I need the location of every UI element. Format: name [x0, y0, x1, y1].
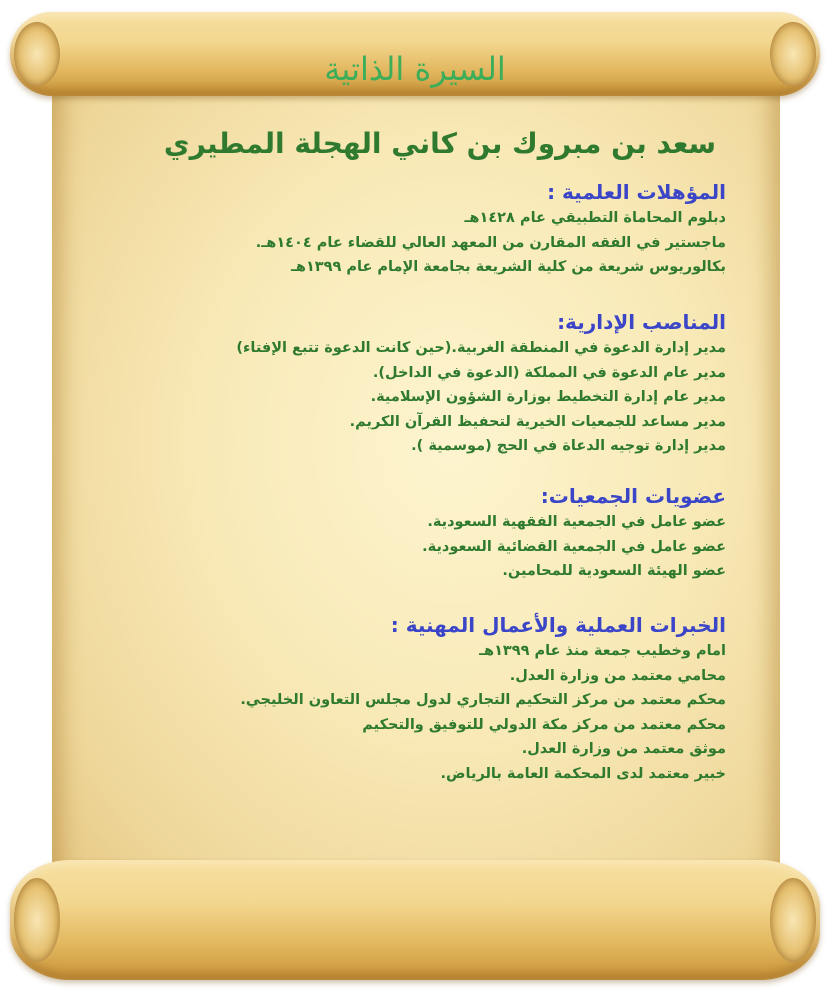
- section-heading: المؤهلات العلمية :: [547, 180, 726, 204]
- list-item: خبير معتمد لدى المحكمة العامة بالرياض.: [440, 765, 726, 782]
- qualifications-section: [166, 178, 726, 280]
- memberships-section: [166, 482, 726, 584]
- list-item: مدير عام إدارة التخطيط بوزارة الشؤون الإسلامية.: [370, 389, 726, 405]
- list-item: ماجستير في الفقه المقارن من المعهد العالي للقضاء عام ١٤٠٤هـ.: [255, 234, 726, 251]
- list-item: محكم معتمد من مركز التحكيم التجاري لدول مجلس التعاون الخليجي.: [240, 692, 726, 708]
- admin-positions-section: [166, 308, 726, 459]
- list-item: محامي معتمد من وزارة العدل.: [509, 667, 726, 684]
- scroll-roll-end: [14, 878, 60, 962]
- page-title: السيرة الذاتية: [324, 50, 506, 88]
- list-item: محكم معتمد من مركز مكة الدولي للتوفيق والتحكيم: [362, 716, 726, 733]
- list-item: موثق معتمد من وزارة العدل.: [521, 741, 726, 757]
- list-item: عضو عامل في الجمعية الفقهية السعودية.: [427, 514, 726, 530]
- list-item: امام وخطيب جمعة منذ عام ١٣٩٩هـ: [479, 643, 726, 659]
- section-heading: المناصب الإدارية:: [557, 310, 726, 334]
- experience-section: [166, 611, 726, 786]
- section-heading: عضويات الجمعيات:: [540, 484, 726, 508]
- list-item: مدير عام الدعوة في المملكة (الدعوة في الداخل).: [372, 364, 726, 381]
- section-heading: الخبرات العملية والأعمال المهنية :: [390, 613, 726, 637]
- list-item: مدير إدارة توجيه الدعاة في الحج (موسمية ).: [411, 438, 726, 454]
- scroll-roll-end: [770, 878, 816, 962]
- scroll-bottom-roll: [10, 860, 820, 980]
- list-item: مدير مساعد للجمعيات الخيرية لتحفيظ القرآن الكريم.: [349, 413, 726, 430]
- list-item: مدير إدارة الدعوة في المنطقة الغربية.(حين كانت الدعوة تتبع الإفتاء): [236, 340, 726, 356]
- list-item: بكالوريوس شريعة من كلية الشريعة بجامعة الإمام عام ١٣٩٩هـ: [290, 259, 726, 275]
- list-item: عضو الهيئة السعودية للمحامين.: [502, 563, 726, 579]
- list-item: دبلوم المحاماة التطبيقي عام ١٤٢٨هـ: [464, 210, 726, 226]
- list-item: عضو عامل في الجمعية القضائية السعودية.: [422, 538, 726, 555]
- person-name: سعد بن مبروك بن كاني الهجلة المطيري: [163, 127, 717, 160]
